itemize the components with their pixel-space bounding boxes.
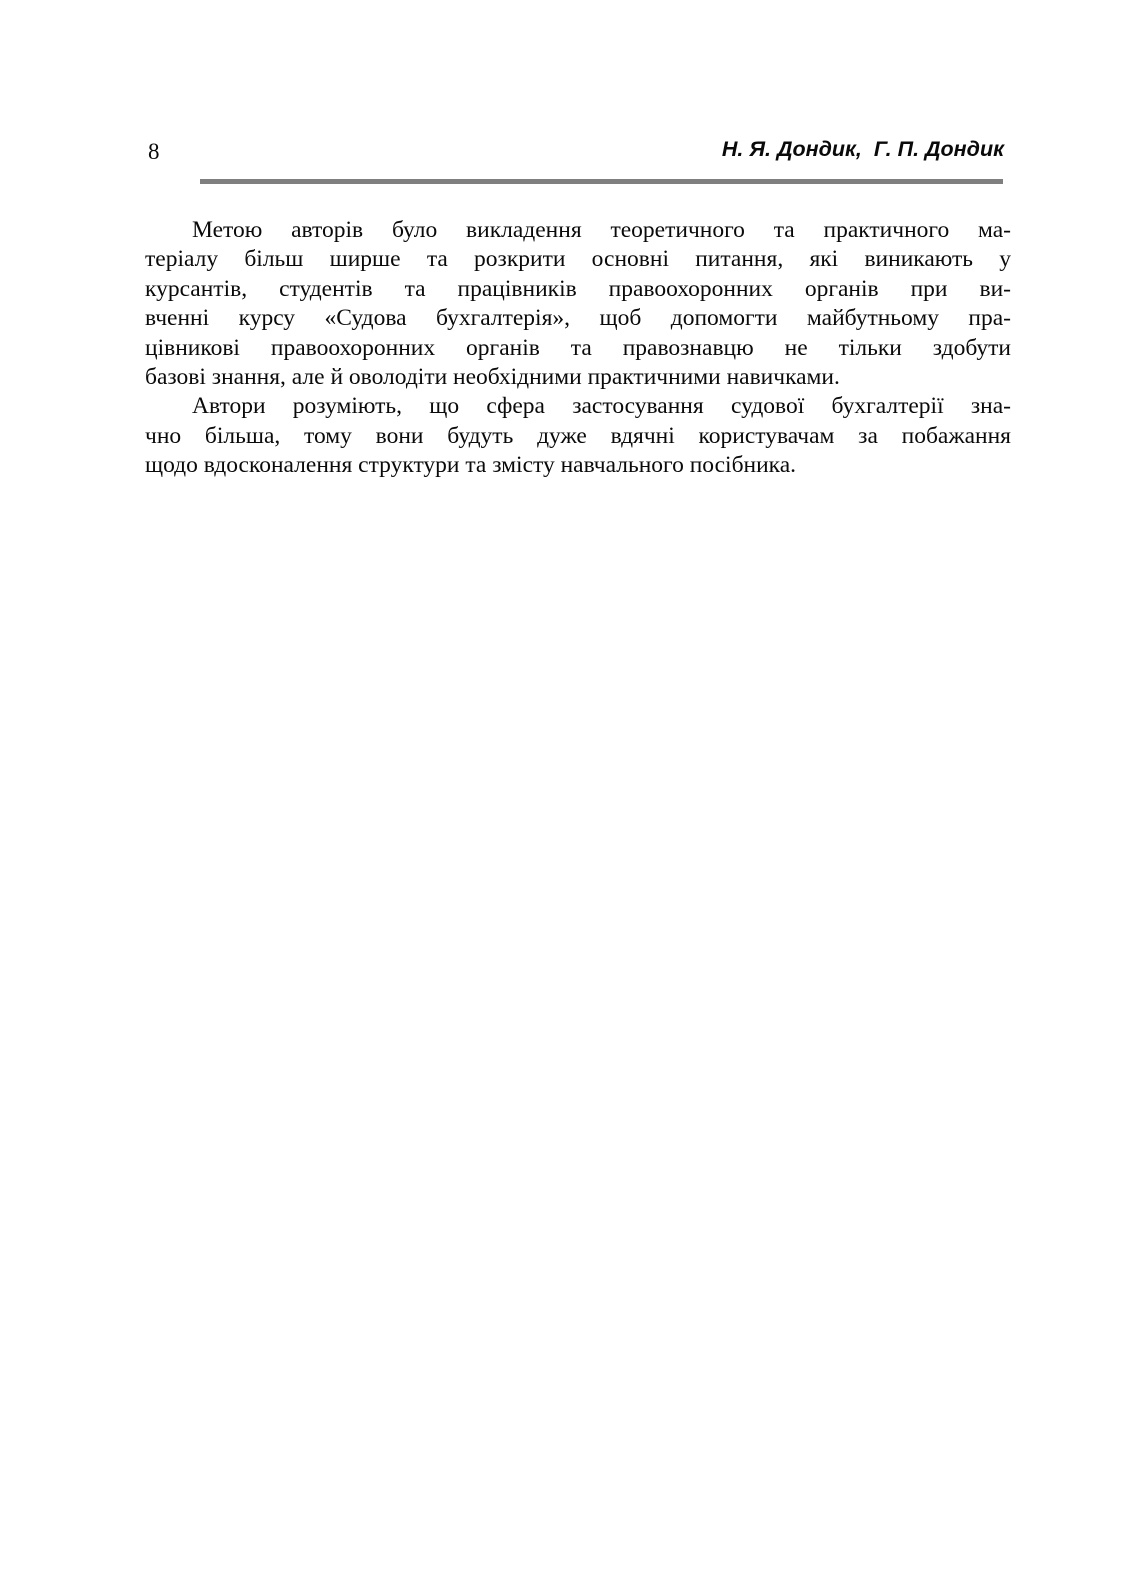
header-rule [200,179,1003,184]
paragraph [145,216,1011,392]
text-line: вченні курсу «Судова бухгалтерія», щоб допомогти майбутньому пра- [145,305,1011,332]
text-line: Автори розуміють, що сфера застосування судової бухгалтерії зна- [192,393,1011,420]
text-line: цівникові правоохоронних органів та правознавцю не тільки здобути [145,334,1011,361]
page-number: 8 [148,139,160,164]
text-line: базові знання, але й оволодіти необхідними практичними навичками. [145,364,840,391]
text-line: Метою авторів було викладення теоретичного та практичного ма- [192,217,1011,243]
paragraph [145,392,1011,480]
body-text [145,216,1011,481]
text-line: теріалу більш ширше та розкрити основні питання, які виникають у [145,246,1011,273]
text-line: щодо вдосконалення структури та змісту навчального посібника. [145,452,797,479]
text-line: курсантів, студентів та працівників правоохоронних органів при ви- [145,275,1011,302]
text-line: чно більша, тому вони будуть дуже вдячні користувачам за побажання [145,422,1011,449]
header-author: Н. Я. Дондик, Г. П. Дондик [721,137,1004,161]
